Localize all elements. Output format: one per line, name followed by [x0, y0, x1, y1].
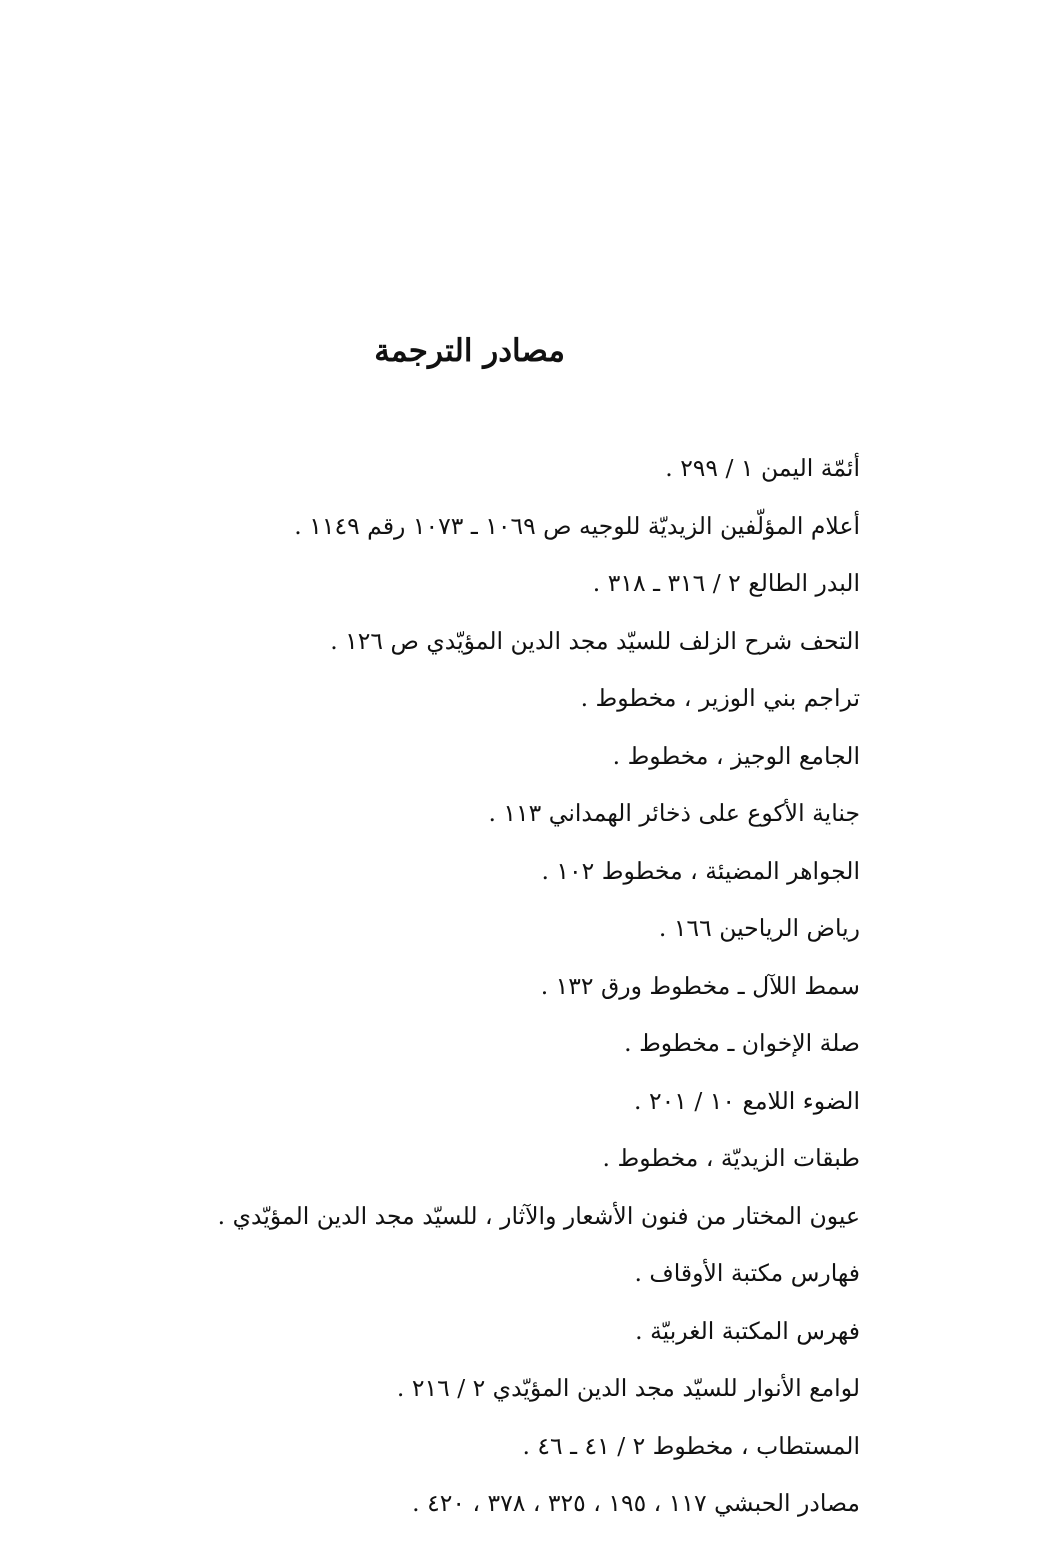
source-item: الجواهر المضيئة ، مخطوط ١٠٢ .	[541, 856, 860, 885]
source-item: سمط اللآل ـ مخطوط ورق ١٣٢ .	[540, 971, 860, 1000]
page-title: مصادر الترجمة	[374, 333, 565, 369]
source-item: تراجم بني الوزير ، مخطوط .	[580, 684, 860, 712]
source-item: صلة الإخوان ـ مخطوط .	[624, 1029, 860, 1057]
source-item: عيون المختار من فنون الأشعار والآثار ، للسيّد مجد الدين المؤيّدي .	[217, 1201, 860, 1230]
sources-list	[160, 443, 860, 1536]
source-item: البدر الطالع ٢ / ٣١٦ ـ ٣١٨ .	[592, 569, 860, 597]
source-item: رياض الرياحين ١٦٦ .	[658, 914, 860, 942]
source-item: فهارس مكتبة الأوقاف .	[634, 1259, 860, 1287]
source-item: الضوء اللامع ١٠ / ٢٠١ .	[634, 1086, 860, 1115]
source-item: الجامع الوجيز ، مخطوط .	[612, 741, 860, 770]
source-item: لوامع الأنوار للسيّد مجد الدين المؤيّدي ٢ / ٢١٦ .	[396, 1374, 860, 1402]
source-item: جناية الأكوع على ذخائر الهمداني ١١٣ .	[488, 799, 860, 827]
source-item: أئمّة اليمن ١ / ٢٩٩ .	[665, 454, 860, 482]
source-item: طبقات الزيديّة ، مخطوط .	[602, 1144, 860, 1172]
source-item: مصادر الحبشي ١١٧ ، ١٩٥ ، ٣٢٥ ، ٣٧٨ ، ٤٢٠ .	[412, 1489, 860, 1517]
source-item: فهرس المكتبة الغربيّة .	[635, 1316, 860, 1345]
source-item: أعلام المؤلّفين الزيديّة للوجيه ص ١٠٦٩ ـ ١٠٧٣ رقم ١١٤٩ .	[294, 511, 860, 540]
source-item: المستطاب ، مخطوط ٢ / ٤١ ـ ٤٦ .	[522, 1431, 860, 1460]
source-item: التحف شرح الزلف للسيّد مجد الدين المؤيّدي ص ١٢٦ .	[330, 626, 860, 655]
